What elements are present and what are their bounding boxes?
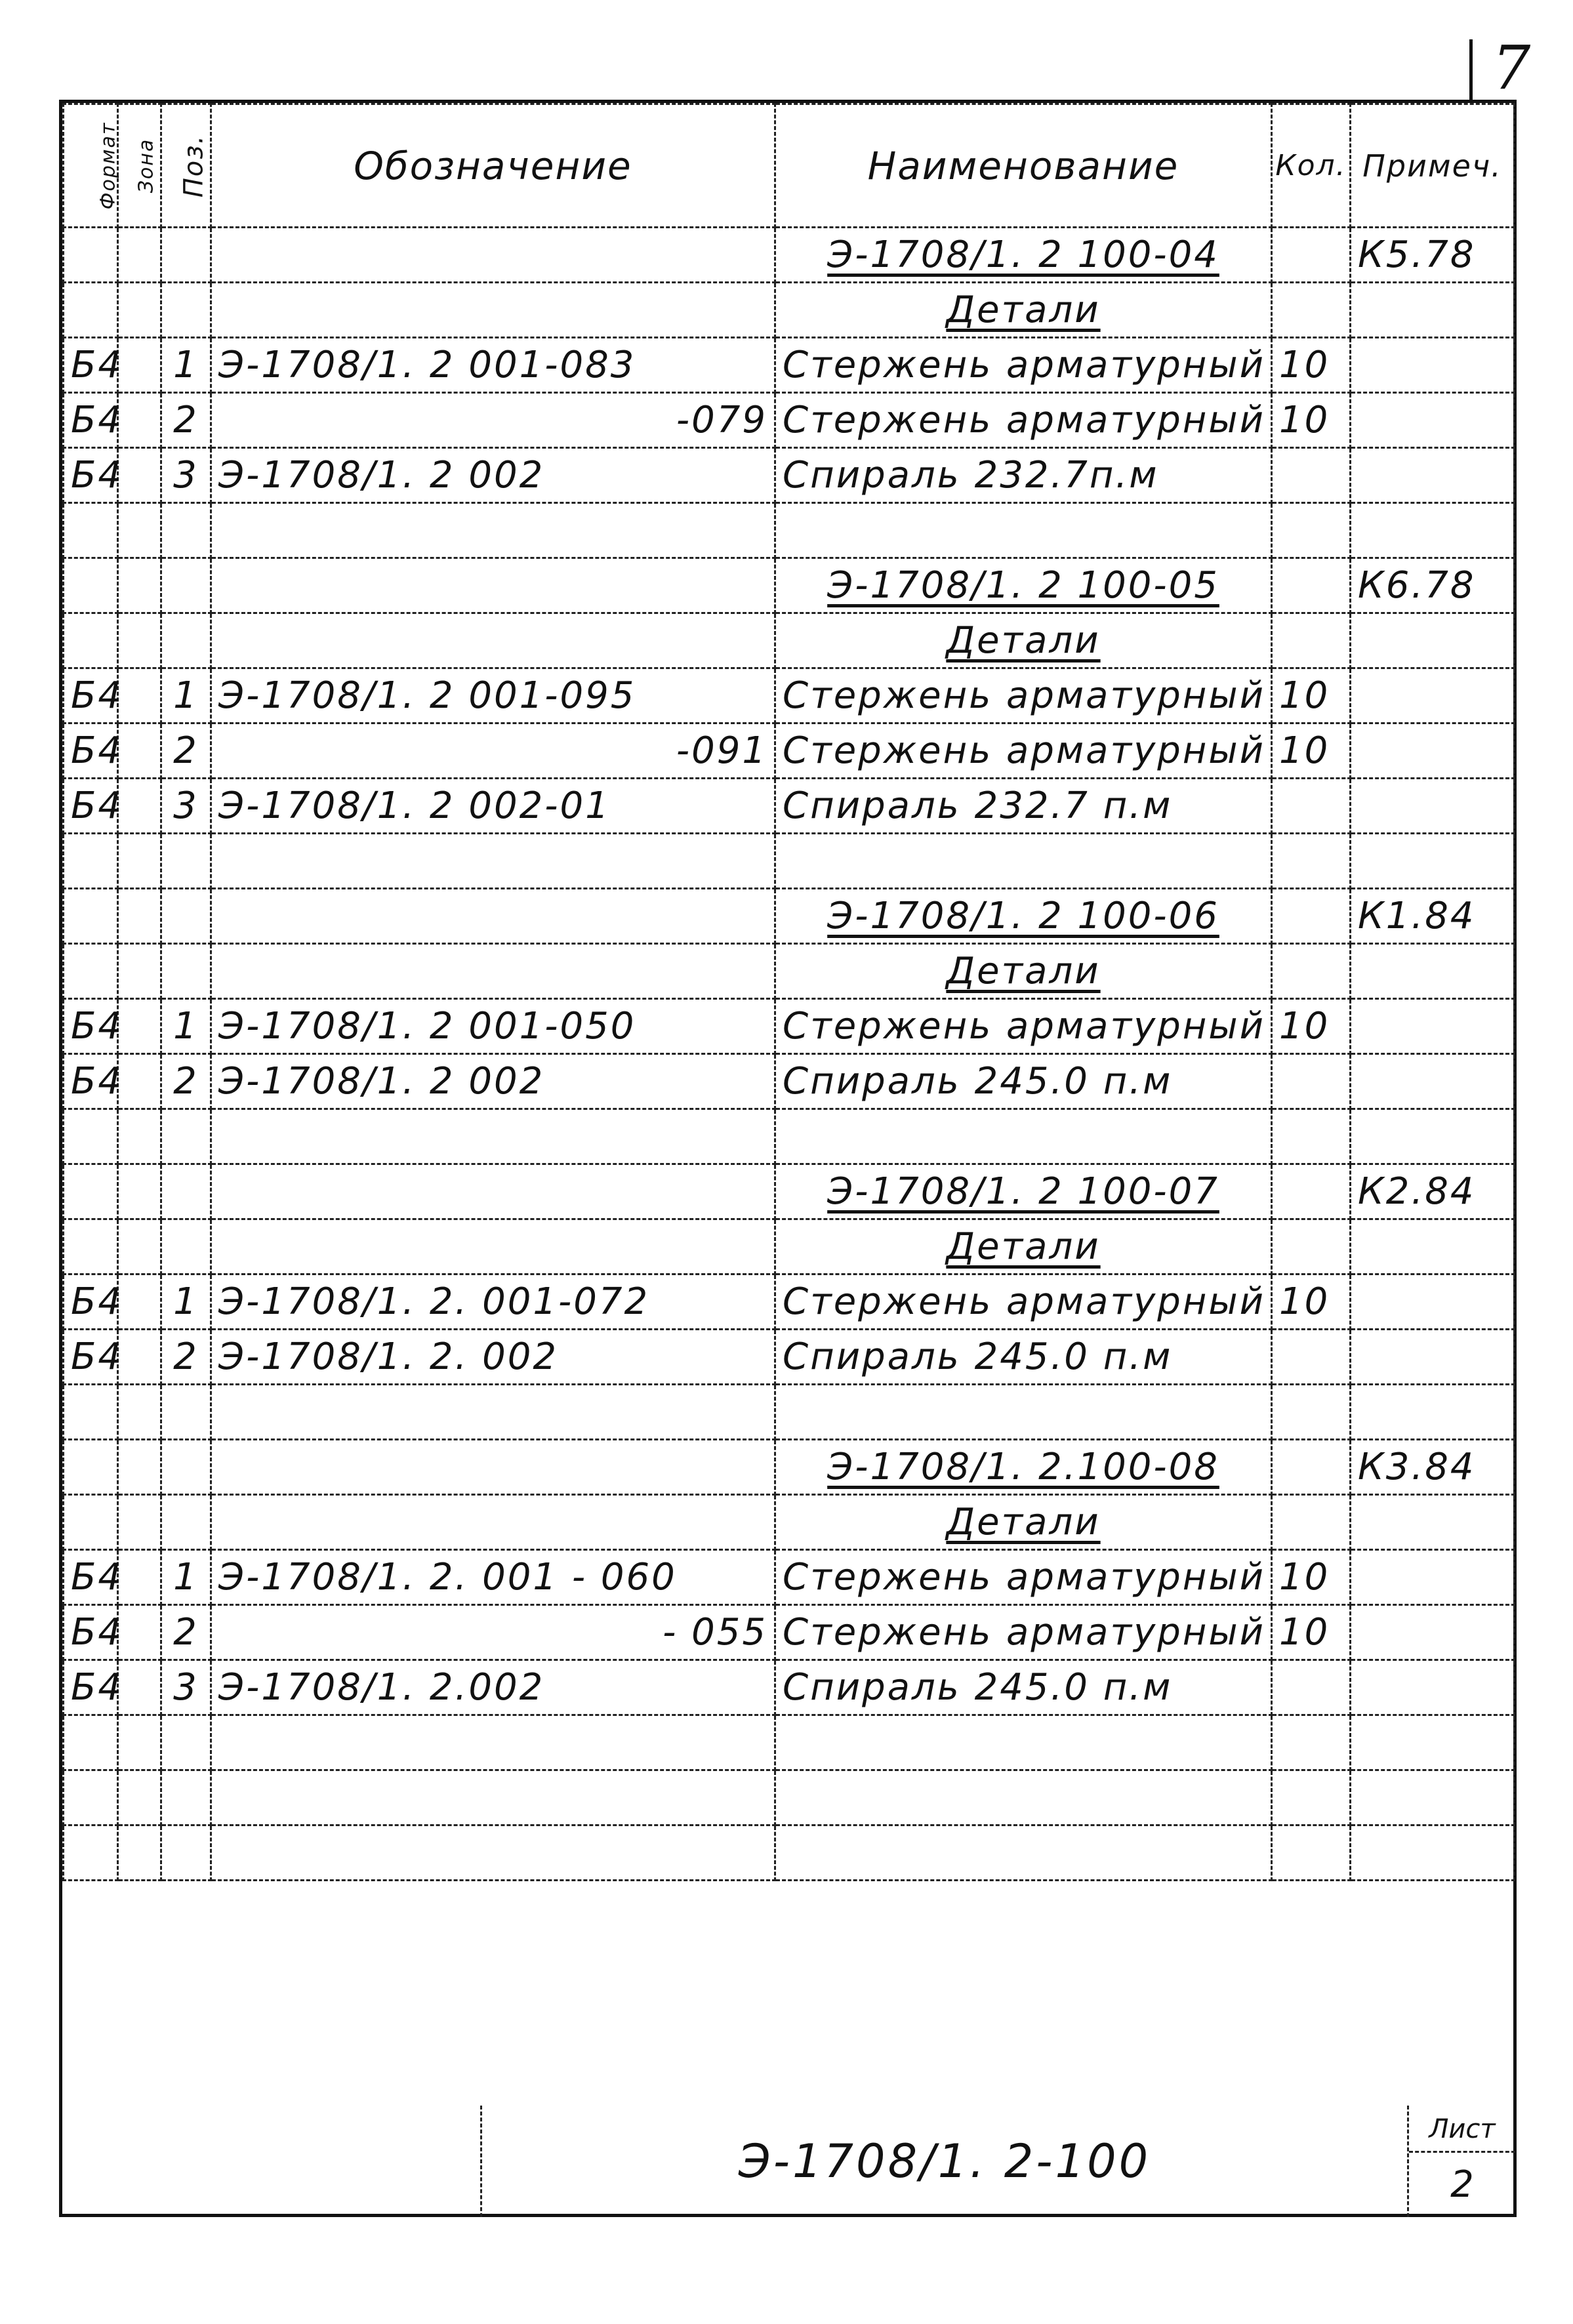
cell-format (64, 944, 118, 999)
cell-format (64, 834, 118, 889)
cell-name (775, 1715, 1272, 1770)
cell-zone (118, 1715, 161, 1770)
cell-zone (118, 668, 161, 724)
cell-quantity: 10 (1272, 338, 1351, 393)
cell-designation (211, 1825, 775, 1881)
table-row (64, 1054, 1515, 1109)
cell-position (161, 1385, 211, 1440)
table-row (64, 834, 1515, 889)
table-row (64, 558, 1515, 613)
cell-zone (118, 1440, 161, 1495)
cell-quantity (1272, 1715, 1351, 1770)
cell-designation: Э-1708/1. 2. 001 - 060 (211, 1550, 775, 1605)
cell-designation (211, 1770, 775, 1825)
cell-note: К1.84 (1351, 889, 1515, 944)
cell-designation: -091 (211, 724, 775, 779)
cell-zone (118, 1605, 161, 1660)
cell-name: Э-1708/1. 2.100-08 (775, 1440, 1272, 1495)
title-block-left-cell (62, 2106, 482, 2217)
cell-name: Спираль 232.7 п.м (775, 779, 1272, 834)
cell-name: Спираль 245.0 п.м (775, 1330, 1272, 1385)
cell-quantity (1272, 283, 1351, 338)
cell-zone (118, 1274, 161, 1330)
cell-position (161, 1440, 211, 1495)
cell-position (161, 228, 211, 283)
cell-zone (118, 338, 161, 393)
cell-position: 1 (161, 1550, 211, 1605)
cell-position (161, 613, 211, 668)
cell-format (64, 1715, 118, 1770)
cell-designation (211, 1219, 775, 1274)
cell-position: 2 (161, 724, 211, 779)
cell-quantity (1272, 558, 1351, 613)
cell-name: Стержень арматурный (775, 393, 1272, 448)
cell-designation: Э-1708/1. 2 001-083 (211, 338, 775, 393)
header-note: Примеч. (1351, 104, 1515, 228)
cell-note (1351, 1219, 1515, 1274)
cell-quantity: 10 (1272, 1550, 1351, 1605)
cell-quantity (1272, 1660, 1351, 1715)
cell-designation: Э-1708/1. 2. 001-072 (211, 1274, 775, 1330)
cell-format (64, 1109, 118, 1164)
table-row (64, 779, 1515, 834)
table-row (64, 393, 1515, 448)
cell-name (775, 834, 1272, 889)
cell-zone (118, 1219, 161, 1274)
cell-zone (118, 228, 161, 283)
table-row (64, 228, 1515, 283)
cell-position: 1 (161, 1274, 211, 1330)
table-row (64, 1495, 1515, 1550)
cell-format: Б4 (64, 1660, 118, 1715)
header-zone: Зона (118, 104, 161, 228)
cell-quantity (1272, 1495, 1351, 1550)
cell-note (1351, 1330, 1515, 1385)
cell-quantity (1272, 889, 1351, 944)
cell-position: 2 (161, 1330, 211, 1385)
cell-zone (118, 1385, 161, 1440)
sheet-number: 7 (1492, 32, 1531, 103)
cell-name: Спираль 245.0 п.м (775, 1660, 1272, 1715)
cell-zone (118, 779, 161, 834)
table-row (64, 668, 1515, 724)
cell-note (1351, 503, 1515, 558)
table-row (64, 1385, 1515, 1440)
cell-name (775, 503, 1272, 558)
table-row (64, 503, 1515, 558)
cell-format: Б4 (64, 1605, 118, 1660)
table-row (64, 613, 1515, 668)
table-row (64, 1330, 1515, 1385)
cell-quantity (1272, 1164, 1351, 1219)
header-row (64, 104, 1515, 228)
cell-note (1351, 668, 1515, 724)
cell-name: Детали (775, 613, 1272, 668)
cell-note (1351, 999, 1515, 1054)
cell-name (775, 1109, 1272, 1164)
cell-zone (118, 1109, 161, 1164)
cell-quantity: 10 (1272, 668, 1351, 724)
cell-zone (118, 1054, 161, 1109)
cell-designation: Э-1708/1. 2 002-01 (211, 779, 775, 834)
cell-position (161, 1715, 211, 1770)
cell-position (161, 1495, 211, 1550)
cell-name: Э-1708/1. 2 100-07 (775, 1164, 1272, 1219)
cell-position (161, 1164, 211, 1219)
cell-position: 1 (161, 338, 211, 393)
cell-note (1351, 613, 1515, 668)
cell-quantity (1272, 779, 1351, 834)
cell-quantity: 10 (1272, 999, 1351, 1054)
title-block-sheet-cell (1407, 2106, 1513, 2217)
cell-position (161, 1825, 211, 1881)
cell-format: Б4 (64, 1054, 118, 1109)
cell-name: Стержень арматурный (775, 668, 1272, 724)
header-designation: Обозначение (211, 104, 775, 228)
cell-format (64, 889, 118, 944)
cell-format (64, 1440, 118, 1495)
cell-format (64, 1219, 118, 1274)
cell-note: К5.78 (1351, 228, 1515, 283)
cell-name: Спираль 245.0 п.м (775, 1054, 1272, 1109)
cell-designation: Э-1708/1. 2 001-050 (211, 999, 775, 1054)
sheet-label: Лист (1409, 2106, 1515, 2153)
cell-note (1351, 338, 1515, 393)
cell-quantity (1272, 834, 1351, 889)
cell-quantity (1272, 944, 1351, 999)
cell-zone (118, 558, 161, 613)
cell-format (64, 283, 118, 338)
cell-note (1351, 1770, 1515, 1825)
cell-position (161, 1770, 211, 1825)
cell-designation (211, 889, 775, 944)
cell-designation (211, 1385, 775, 1440)
cell-quantity (1272, 1330, 1351, 1385)
cell-designation (211, 1715, 775, 1770)
table-row (64, 1825, 1515, 1881)
cell-position (161, 834, 211, 889)
cell-position (161, 1219, 211, 1274)
cell-note (1351, 448, 1515, 503)
cell-note (1351, 1109, 1515, 1164)
cell-position: 2 (161, 393, 211, 448)
cell-name: Э-1708/1. 2 100-04 (775, 228, 1272, 283)
sheet-value: 2 (1450, 2163, 1474, 2206)
cell-zone (118, 1330, 161, 1385)
cell-zone (118, 1164, 161, 1219)
cell-designation (211, 228, 775, 283)
cell-position (161, 889, 211, 944)
cell-format (64, 1825, 118, 1881)
cell-position: 1 (161, 668, 211, 724)
cell-quantity (1272, 1825, 1351, 1881)
cell-designation (211, 1440, 775, 1495)
cell-zone (118, 1770, 161, 1825)
cell-quantity: 10 (1272, 393, 1351, 448)
cell-note: К3.84 (1351, 1440, 1515, 1495)
header-qty: Кол. (1272, 104, 1351, 228)
cell-zone (118, 448, 161, 503)
cell-note (1351, 724, 1515, 779)
table-row (64, 1440, 1515, 1495)
table-row (64, 944, 1515, 999)
cell-format (64, 228, 118, 283)
cell-position: 3 (161, 779, 211, 834)
cell-name: Э-1708/1. 2 100-05 (775, 558, 1272, 613)
cell-note (1351, 834, 1515, 889)
cell-designation: Э-1708/1. 2 002 (211, 448, 775, 503)
cell-name: Детали (775, 944, 1272, 999)
cell-name (775, 1385, 1272, 1440)
cell-note: К6.78 (1351, 558, 1515, 613)
cell-quantity: 10 (1272, 1605, 1351, 1660)
cell-format: Б4 (64, 668, 118, 724)
cell-format: Б4 (64, 1274, 118, 1330)
table-row (64, 1274, 1515, 1330)
cell-position (161, 1109, 211, 1164)
cell-format: Б4 (64, 1330, 118, 1385)
cell-format (64, 613, 118, 668)
cell-quantity (1272, 1109, 1351, 1164)
cell-designation (211, 1109, 775, 1164)
cell-name: Детали (775, 1219, 1272, 1274)
title-block-document-code: Э-1708/1. 2-100 (738, 2134, 1151, 2188)
cell-quantity (1272, 228, 1351, 283)
cell-note (1351, 1385, 1515, 1440)
cell-quantity (1272, 448, 1351, 503)
cell-note (1351, 1550, 1515, 1605)
table-row (64, 999, 1515, 1054)
cell-quantity (1272, 613, 1351, 668)
specification-table (62, 103, 1515, 1881)
cell-note (1351, 1715, 1515, 1770)
cell-designation: -079 (211, 393, 775, 448)
cell-quantity (1272, 503, 1351, 558)
cell-format: Б4 (64, 338, 118, 393)
cell-name: Стержень арматурный (775, 724, 1272, 779)
cell-format: Б4 (64, 724, 118, 779)
table-row (64, 1660, 1515, 1715)
table-row (64, 889, 1515, 944)
cell-note (1351, 1495, 1515, 1550)
cell-zone (118, 503, 161, 558)
cell-note (1351, 944, 1515, 999)
cell-zone (118, 889, 161, 944)
cell-quantity (1272, 1440, 1351, 1495)
cell-zone (118, 1825, 161, 1881)
table-row (64, 283, 1515, 338)
cell-designation: Э-1708/1. 2. 002 (211, 1330, 775, 1385)
cell-designation: Э-1708/1. 2 001-095 (211, 668, 775, 724)
cell-quantity (1272, 1385, 1351, 1440)
cell-zone (118, 613, 161, 668)
cell-zone (118, 834, 161, 889)
cell-name: Стержень арматурный (775, 1605, 1272, 1660)
cell-format (64, 1164, 118, 1219)
cell-note: К2.84 (1351, 1164, 1515, 1219)
cell-quantity (1272, 1770, 1351, 1825)
table-row (64, 1164, 1515, 1219)
cell-designation (211, 503, 775, 558)
cell-zone (118, 393, 161, 448)
cell-format: Б4 (64, 448, 118, 503)
cell-position (161, 558, 211, 613)
cell-quantity (1272, 1054, 1351, 1109)
cell-quantity: 10 (1272, 1274, 1351, 1330)
cell-name: Стержень арматурный (775, 999, 1272, 1054)
cell-zone (118, 999, 161, 1054)
table-row (64, 1550, 1515, 1605)
cell-position: 2 (161, 1605, 211, 1660)
cell-position: 1 (161, 999, 211, 1054)
cell-designation (211, 1164, 775, 1219)
cell-position (161, 283, 211, 338)
cell-note (1351, 1660, 1515, 1715)
cell-designation: - 055 (211, 1605, 775, 1660)
cell-position: 2 (161, 1054, 211, 1109)
cell-note (1351, 1605, 1515, 1660)
cell-format (64, 558, 118, 613)
cell-quantity: 10 (1272, 724, 1351, 779)
cell-zone (118, 944, 161, 999)
cell-position (161, 944, 211, 999)
table-row (64, 1109, 1515, 1164)
cell-quantity (1272, 1219, 1351, 1274)
table-row (64, 1715, 1515, 1770)
cell-format (64, 1770, 118, 1825)
cell-name: Спираль 232.7п.м (775, 448, 1272, 503)
cell-name: Стержень арматурный (775, 1550, 1272, 1605)
cell-note (1351, 283, 1515, 338)
cell-name: Э-1708/1. 2 100-06 (775, 889, 1272, 944)
cell-name: Детали (775, 1495, 1272, 1550)
cell-name: Стержень арматурный (775, 338, 1272, 393)
cell-designation (211, 1495, 775, 1550)
cell-note (1351, 1825, 1515, 1881)
cell-zone (118, 1495, 161, 1550)
cell-designation (211, 834, 775, 889)
table-row (64, 338, 1515, 393)
cell-name: Детали (775, 283, 1272, 338)
header-name: Наименование (775, 104, 1272, 228)
cell-format: Б4 (64, 393, 118, 448)
cell-zone (118, 1550, 161, 1605)
header-format: Формат (64, 104, 118, 228)
cell-name: Стержень арматурный (775, 1274, 1272, 1330)
cell-position: 3 (161, 448, 211, 503)
cell-note (1351, 1054, 1515, 1109)
cell-zone (118, 724, 161, 779)
cell-format: Б4 (64, 779, 118, 834)
cell-designation (211, 613, 775, 668)
table-row (64, 1770, 1515, 1825)
table-row (64, 1219, 1515, 1274)
cell-note (1351, 1274, 1515, 1330)
cell-note (1351, 393, 1515, 448)
cell-designation: Э-1708/1. 2.002 (211, 1660, 775, 1715)
cell-format: Б4 (64, 1550, 118, 1605)
cell-note (1351, 779, 1515, 834)
cell-designation (211, 558, 775, 613)
table-row (64, 448, 1515, 503)
title-block (62, 2106, 1513, 2217)
header-pos: Поз. (161, 104, 211, 228)
cell-designation (211, 283, 775, 338)
cell-designation (211, 944, 775, 999)
cell-zone (118, 283, 161, 338)
cell-name (775, 1770, 1272, 1825)
cell-position (161, 503, 211, 558)
cell-name (775, 1825, 1272, 1881)
cell-format (64, 503, 118, 558)
cell-format (64, 1385, 118, 1440)
cell-designation: Э-1708/1. 2 002 (211, 1054, 775, 1109)
table-row (64, 1605, 1515, 1660)
table-row (64, 724, 1515, 779)
cell-position: 3 (161, 1660, 211, 1715)
cell-format: Б4 (64, 999, 118, 1054)
cell-zone (118, 1660, 161, 1715)
cell-format (64, 1495, 118, 1550)
